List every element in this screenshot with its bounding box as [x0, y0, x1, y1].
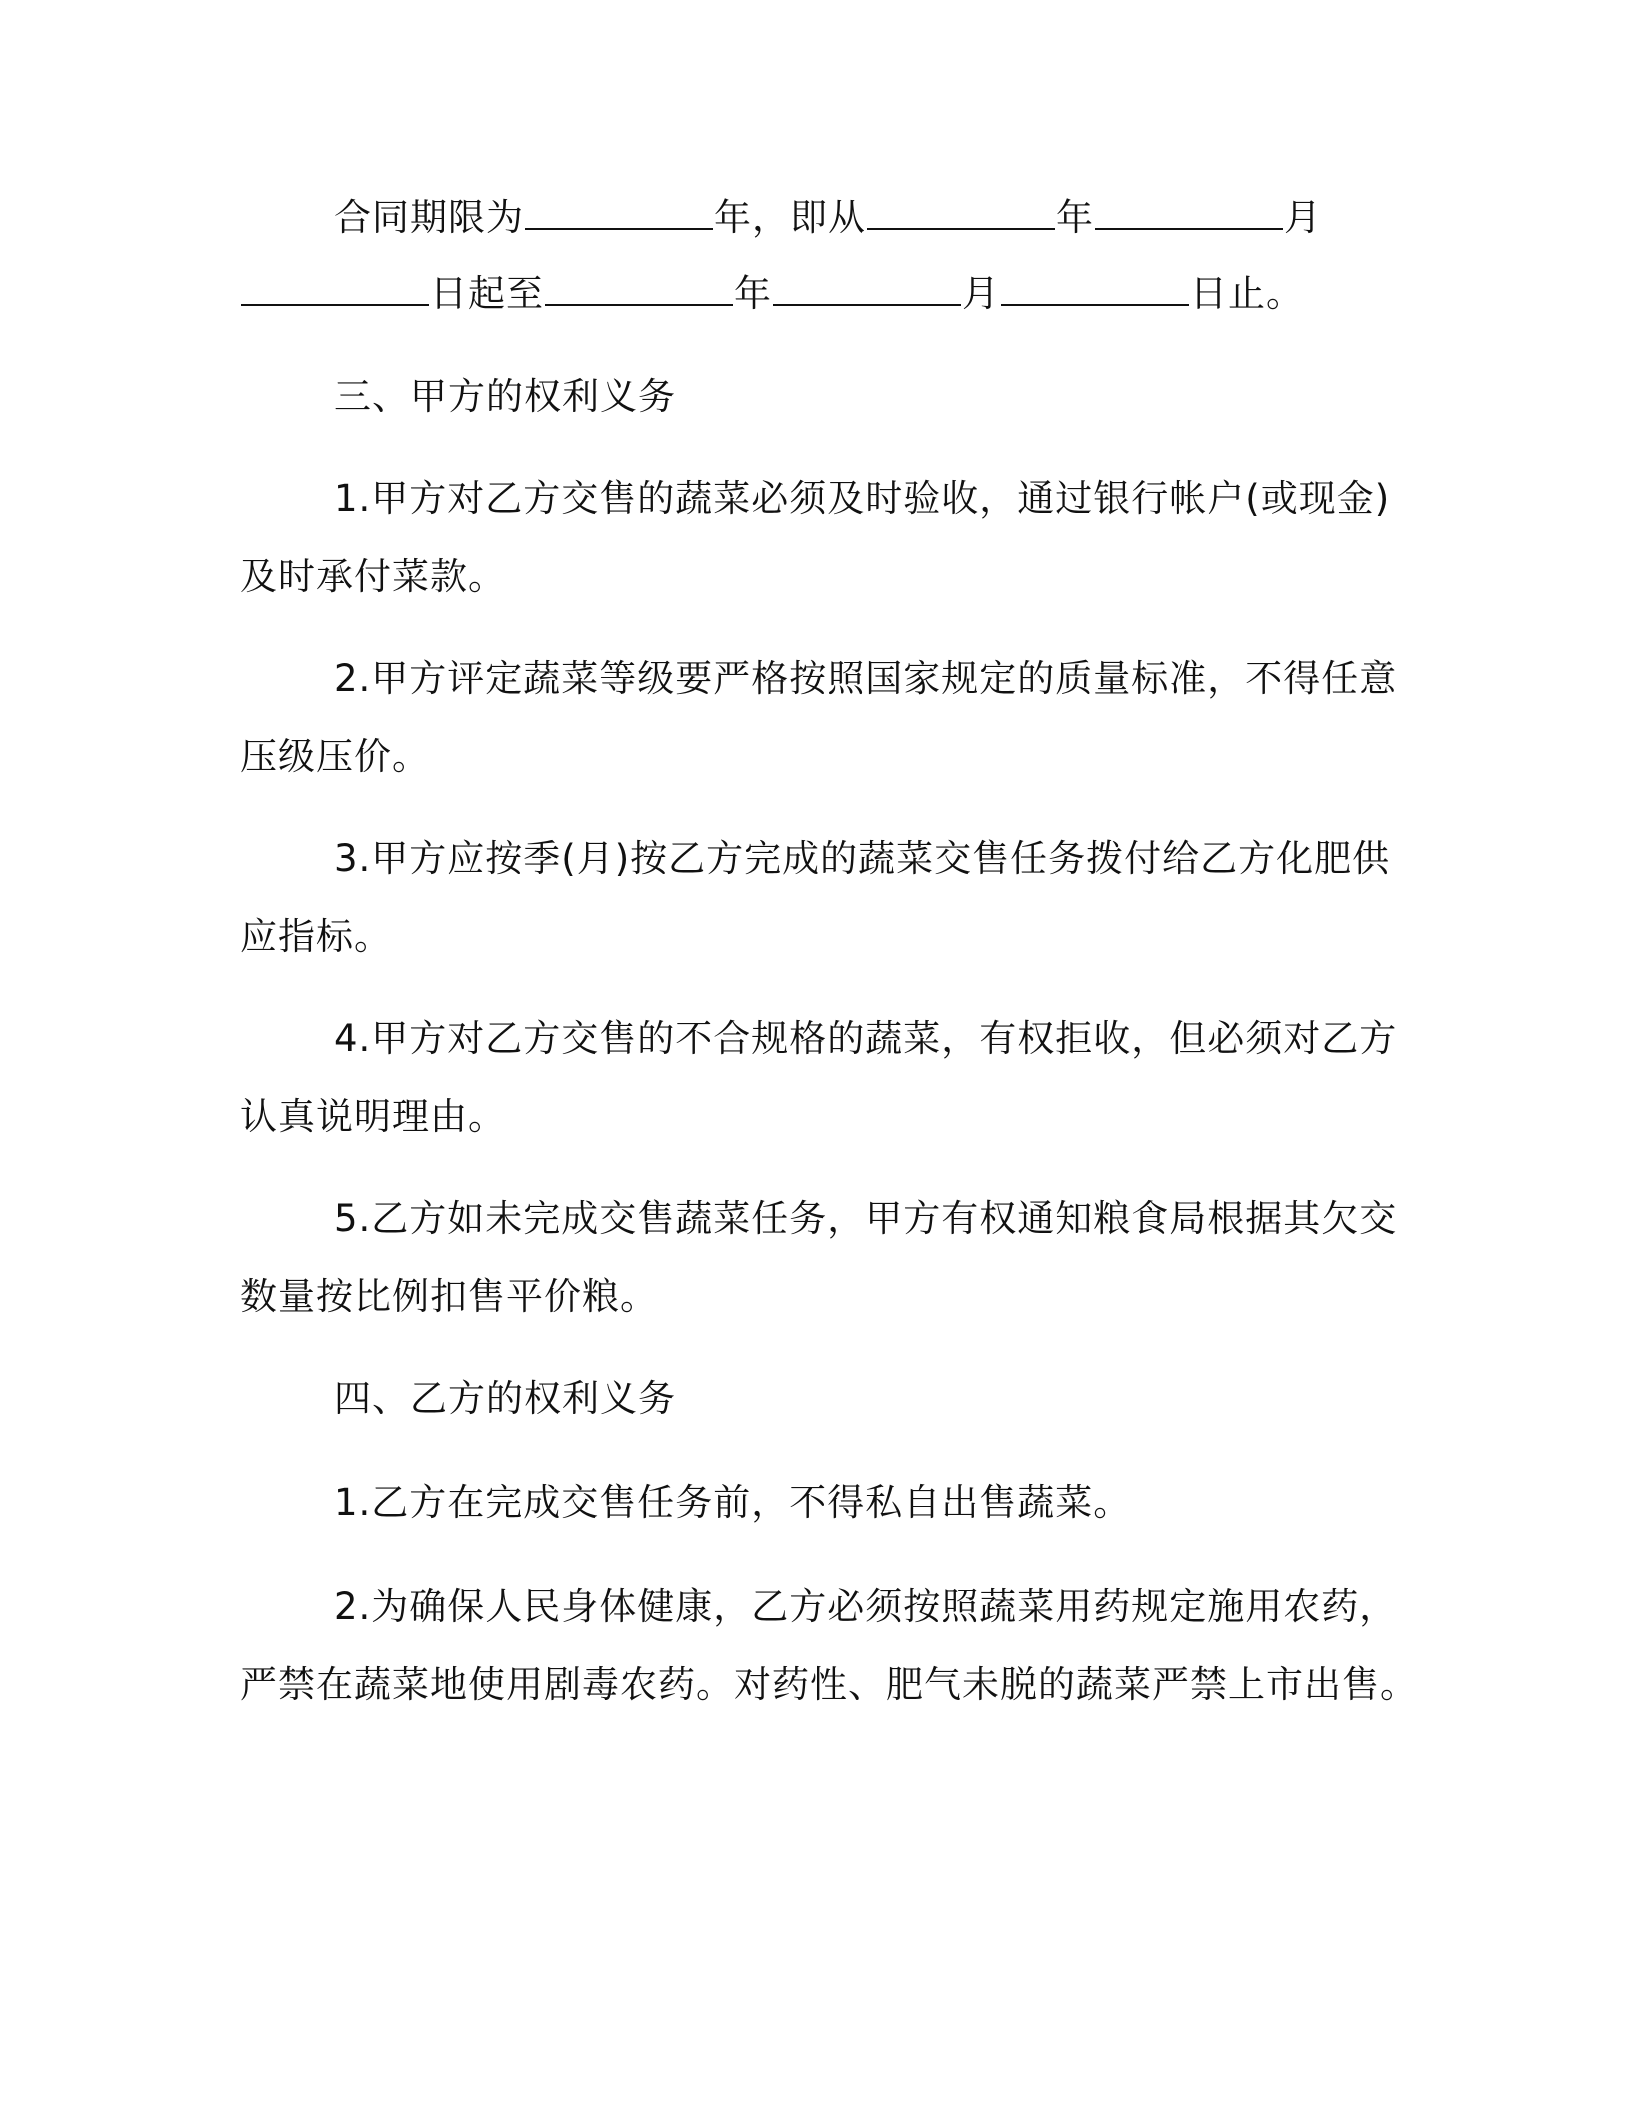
term-text: 日止。 — [1190, 272, 1304, 315]
blank-start-day — [241, 268, 429, 306]
term-text: 月 — [962, 272, 1000, 315]
blank-start-year — [867, 192, 1055, 230]
section4-item2-line1: 2.为确保人民身体健康，乙方必须按照蔬菜用药规定施用农药， — [334, 1585, 1398, 1628]
term-text: 合同期限为 — [334, 196, 524, 239]
section3-item3-line1: 3.甲方应按季(月)按乙方完成的蔬菜交售任务拨付给乙方化肥供 — [334, 837, 1391, 880]
term-text: 月 — [1284, 196, 1322, 239]
section4-item2-line2: 严禁在蔬菜地使用剧毒农药。对药性、肥气未脱的蔬菜严禁上市出售。 — [240, 1663, 1418, 1706]
section3-item1-line2: 及时承付菜款。 — [240, 555, 506, 598]
term-text: 日起至 — [430, 272, 544, 315]
section3-item3-line2: 应指标。 — [240, 915, 392, 958]
term-text: 年，即从 — [714, 196, 866, 239]
section3-item5-line2: 数量按比例扣售平价粮。 — [240, 1275, 658, 1318]
blank-years — [525, 192, 713, 230]
section3-item2-line2: 压级压价。 — [240, 735, 430, 778]
section4-heading: 四、乙方的权利义务 — [334, 1377, 676, 1420]
term-text: 年 — [734, 272, 772, 315]
term-text: 年 — [1056, 196, 1094, 239]
section3-item1-line1: 1.甲方对乙方交售的蔬菜必须及时验收，通过银行帐户(或现金) — [334, 477, 1391, 520]
blank-end-month — [773, 268, 961, 306]
blank-end-year — [545, 268, 733, 306]
section3-item5-line1: 5.乙方如未完成交售蔬菜任务，甲方有权通知粮食局根据其欠交 — [334, 1197, 1398, 1240]
section3-item2-line1: 2.甲方评定蔬菜等级要严格按照国家规定的质量标准，不得任意 — [334, 657, 1398, 700]
contract-term-line-2 — [240, 268, 1304, 319]
contract-term-line-1 — [334, 192, 1322, 243]
section3-item4-line2: 认真说明理由。 — [240, 1095, 506, 1138]
blank-start-month — [1095, 192, 1283, 230]
section3-item4-line1: 4.甲方对乙方交售的不合规格的蔬菜，有权拒收，但必须对乙方 — [334, 1017, 1398, 1060]
section3-heading: 三、甲方的权利义务 — [334, 375, 676, 418]
blank-end-day — [1001, 268, 1189, 306]
section4-item1-line1: 1.乙方在完成交售任务前，不得私自出售蔬菜。 — [334, 1481, 1132, 1524]
